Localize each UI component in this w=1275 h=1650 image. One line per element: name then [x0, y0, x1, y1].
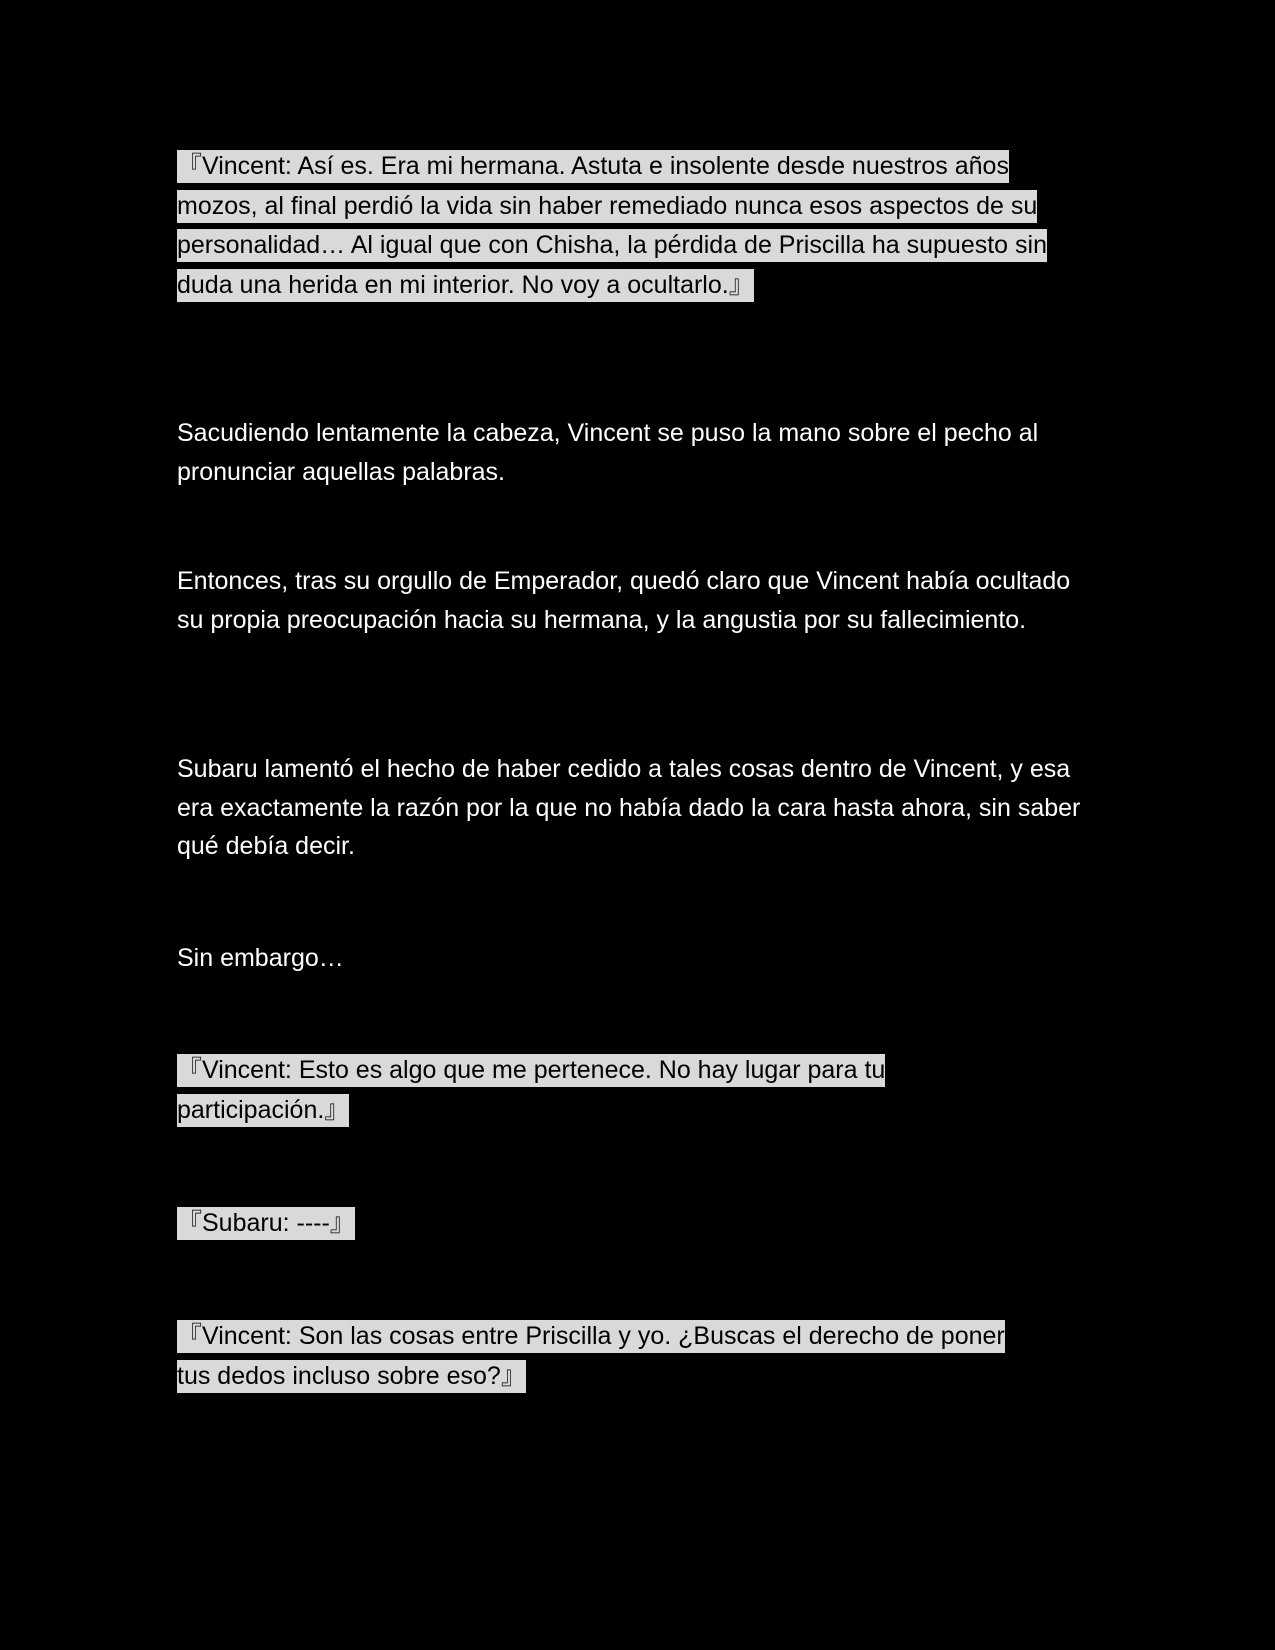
narration-paragraph: Subaru lamentó el hecho de haber cedido a tales cosas dentro de Vincent, y esa era exactamente la razón por la que no había dado la cara hasta ahora, sin saber qué debía decir.: [177, 755, 1081, 860]
dialog-text-vincent: 『Vincent: Así es. Era mi hermana. Astuta e insolente desde nuestros años mozos, al final perdió la vida sin haber remediado nunca esos aspectos de su personalidad… Al igual que con Chisha, la pérdida de Priscilla ha supuesto sin duda una herida en mi interior. No voy a ocultarlo.』: [177, 150, 1047, 302]
narration-paragraph: Sin embargo…: [177, 944, 344, 972]
dialog-text-vincent: 『Vincent: Esto es algo que me pertenece. No hay lugar para tu participación.』: [177, 1054, 885, 1127]
dialog-paragraph: [177, 1051, 977, 1130]
narration-paragraph: Sacudiendo lentamente la cabeza, Vincent se puso la mano sobre el pecho al pronunciar aquellas palabras.: [177, 419, 1039, 486]
dialog-paragraph: [177, 1317, 1037, 1396]
dialog-paragraph: [177, 147, 1057, 305]
narration-paragraph: Entonces, tras su orgullo de Emperador, quedó claro que Vincent había ocultado su propia preocupación hacia su hermana, y la angustia por su fallecimiento.: [177, 567, 1071, 634]
dialog-text-subaru: 『Subaru: ----』: [177, 1207, 355, 1240]
dialog-paragraph: [177, 1204, 355, 1243]
dialog-text-vincent: 『Vincent: Son las cosas entre Priscilla y yo. ¿Buscas el derecho de poner tus dedos incluso sobre eso?』: [177, 1320, 1005, 1393]
